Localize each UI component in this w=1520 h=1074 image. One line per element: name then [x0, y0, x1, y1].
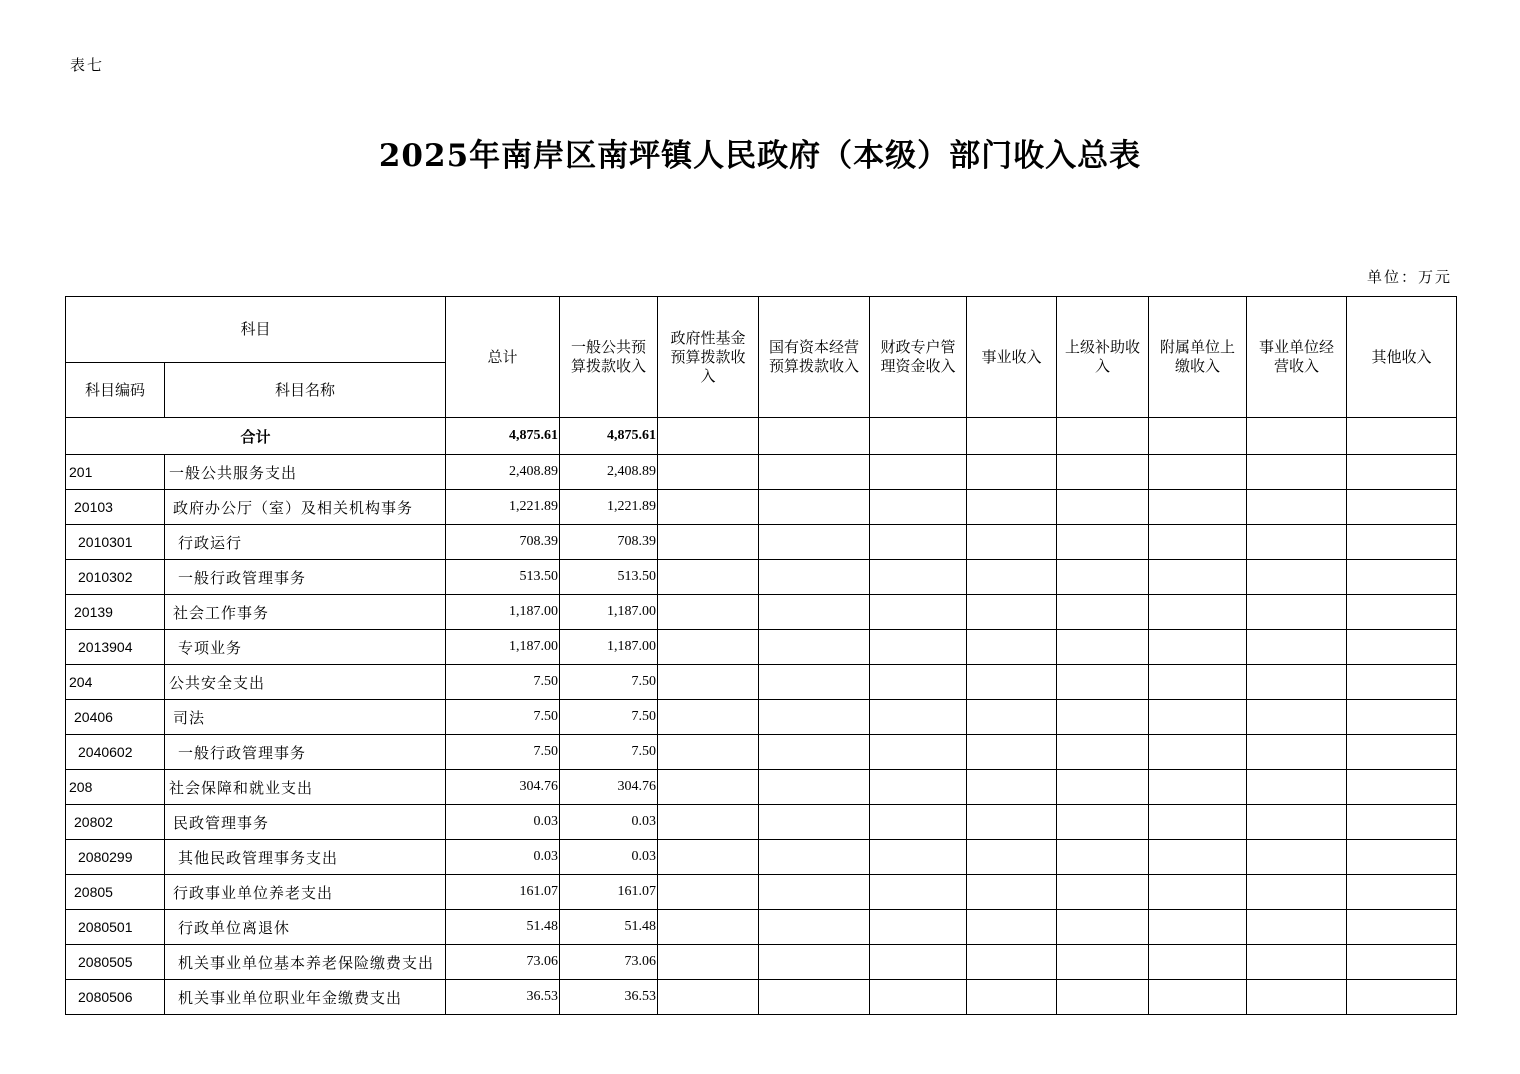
empty-cell — [759, 980, 870, 1015]
empty-cell — [1149, 980, 1247, 1015]
row-total: 2,408.89 — [446, 455, 560, 490]
empty-cell — [658, 630, 759, 665]
empty-cell — [967, 840, 1057, 875]
table-row — [66, 630, 1457, 665]
empty-cell — [870, 595, 967, 630]
empty-cell — [658, 490, 759, 525]
empty-cell — [967, 910, 1057, 945]
row-general-budget: 7.50 — [560, 665, 658, 700]
row-total: 73.06 — [446, 945, 560, 980]
empty-cell — [658, 455, 759, 490]
row-name: 行政事业单位养老支出 — [165, 875, 446, 910]
row-total: 304.76 — [446, 770, 560, 805]
empty-cell — [870, 665, 967, 700]
empty-cell — [870, 418, 967, 455]
empty-cell — [1347, 770, 1457, 805]
empty-cell — [1057, 980, 1149, 1015]
row-general-budget: 0.03 — [560, 840, 658, 875]
empty-cell — [1149, 560, 1247, 595]
empty-cell — [1057, 630, 1149, 665]
row-name: 一般公共服务支出 — [165, 455, 446, 490]
empty-cell — [1347, 665, 1457, 700]
table-row — [66, 455, 1457, 490]
empty-cell — [1247, 490, 1347, 525]
empty-cell — [759, 840, 870, 875]
empty-cell — [1149, 595, 1247, 630]
empty-cell — [759, 770, 870, 805]
empty-cell — [658, 875, 759, 910]
empty-cell — [1149, 630, 1247, 665]
row-total: 0.03 — [446, 805, 560, 840]
empty-cell — [870, 910, 967, 945]
row-total: 0.03 — [446, 840, 560, 875]
row-general-budget: 1,187.00 — [560, 630, 658, 665]
header-total: 总计 — [446, 297, 560, 418]
row-general-budget: 36.53 — [560, 980, 658, 1015]
row-code: 2013904 — [66, 630, 165, 665]
row-name: 行政运行 — [165, 525, 446, 560]
empty-cell — [870, 980, 967, 1015]
empty-cell — [1247, 805, 1347, 840]
row-total: 1,187.00 — [446, 595, 560, 630]
row-general-budget: 161.07 — [560, 875, 658, 910]
empty-cell — [658, 700, 759, 735]
empty-cell — [967, 560, 1057, 595]
table-row — [66, 910, 1457, 945]
table-row — [66, 735, 1457, 770]
table-row — [66, 490, 1457, 525]
empty-cell — [1057, 595, 1149, 630]
row-name: 机关事业单位职业年金缴费支出 — [165, 980, 446, 1015]
empty-cell — [1247, 560, 1347, 595]
row-name: 专项业务 — [165, 630, 446, 665]
table-row — [66, 805, 1457, 840]
row-code: 208 — [66, 770, 165, 805]
empty-cell — [658, 840, 759, 875]
row-name: 行政单位离退休 — [165, 910, 446, 945]
empty-cell — [870, 455, 967, 490]
empty-cell — [759, 595, 870, 630]
empty-cell — [759, 490, 870, 525]
empty-cell — [1347, 735, 1457, 770]
table-row — [66, 945, 1457, 980]
empty-cell — [1247, 840, 1347, 875]
row-name: 一般行政管理事务 — [165, 560, 446, 595]
row-name: 一般行政管理事务 — [165, 735, 446, 770]
table-body — [66, 418, 1457, 1015]
header-affiliated-payment: 附属单位上缴收入 — [1149, 297, 1247, 418]
empty-cell — [1057, 560, 1149, 595]
empty-cell — [967, 418, 1057, 455]
empty-cell — [1149, 945, 1247, 980]
total-cell-total: 4,875.61 — [446, 418, 560, 455]
empty-cell — [870, 945, 967, 980]
empty-cell — [870, 875, 967, 910]
empty-cell — [1247, 980, 1347, 1015]
empty-cell — [658, 560, 759, 595]
empty-cell — [1149, 910, 1247, 945]
empty-cell — [1149, 418, 1247, 455]
row-total: 7.50 — [446, 735, 560, 770]
empty-cell — [1347, 980, 1457, 1015]
empty-cell — [1347, 560, 1457, 595]
empty-cell — [759, 665, 870, 700]
empty-cell — [870, 700, 967, 735]
row-total: 7.50 — [446, 665, 560, 700]
empty-cell — [1247, 945, 1347, 980]
empty-cell — [967, 630, 1057, 665]
row-total: 1,187.00 — [446, 630, 560, 665]
table-row — [66, 770, 1457, 805]
empty-cell — [759, 735, 870, 770]
table-row — [66, 525, 1457, 560]
table-row — [66, 595, 1457, 630]
empty-cell — [759, 525, 870, 560]
empty-cell — [1057, 805, 1149, 840]
header-special-account: 财政专户管理资金收入 — [870, 297, 967, 418]
row-general-budget: 708.39 — [560, 525, 658, 560]
row-general-budget: 51.48 — [560, 910, 658, 945]
empty-cell — [1057, 735, 1149, 770]
empty-cell — [1149, 805, 1247, 840]
empty-cell — [658, 945, 759, 980]
empty-cell — [967, 735, 1057, 770]
row-total: 51.48 — [446, 910, 560, 945]
empty-cell — [1149, 490, 1247, 525]
table-row — [66, 665, 1457, 700]
empty-cell — [759, 910, 870, 945]
empty-cell — [967, 805, 1057, 840]
row-code: 2080506 — [66, 980, 165, 1015]
header-subject: 科目 — [66, 297, 446, 363]
empty-cell — [870, 805, 967, 840]
header-gov-fund: 政府性基金预算拨款收入 — [658, 297, 759, 418]
empty-cell — [759, 560, 870, 595]
row-code: 20805 — [66, 875, 165, 910]
empty-cell — [967, 945, 1057, 980]
row-name: 机关事业单位基本养老保险缴费支出 — [165, 945, 446, 980]
row-code: 2080505 — [66, 945, 165, 980]
table-row — [66, 700, 1457, 735]
header-superior-subsidy: 上级补助收入 — [1057, 297, 1149, 418]
empty-cell — [658, 418, 759, 455]
row-general-budget: 7.50 — [560, 735, 658, 770]
row-total: 513.50 — [446, 560, 560, 595]
income-summary-table — [65, 296, 1457, 1015]
row-total: 1,221.89 — [446, 490, 560, 525]
row-code: 20139 — [66, 595, 165, 630]
header-code: 科目编码 — [66, 363, 165, 418]
row-general-budget: 304.76 — [560, 770, 658, 805]
empty-cell — [1347, 840, 1457, 875]
total-cell-general-budget: 4,875.61 — [560, 418, 658, 455]
empty-cell — [1347, 418, 1457, 455]
empty-cell — [1247, 418, 1347, 455]
empty-cell — [870, 770, 967, 805]
row-name: 其他民政管理事务支出 — [165, 840, 446, 875]
document-title: 2025年南岸区南坪镇人民政府（本级）部门收入总表 — [378, 138, 1142, 174]
empty-cell — [658, 770, 759, 805]
empty-cell — [1057, 700, 1149, 735]
empty-cell — [658, 805, 759, 840]
empty-cell — [1247, 455, 1347, 490]
empty-cell — [1057, 910, 1149, 945]
empty-cell — [759, 630, 870, 665]
empty-cell — [1057, 945, 1149, 980]
row-general-budget: 73.06 — [560, 945, 658, 980]
empty-cell — [658, 735, 759, 770]
empty-cell — [1347, 595, 1457, 630]
empty-cell — [870, 735, 967, 770]
empty-cell — [1149, 665, 1247, 700]
empty-cell — [1347, 805, 1457, 840]
row-code: 2080299 — [66, 840, 165, 875]
row-code: 201 — [66, 455, 165, 490]
empty-cell — [1057, 525, 1149, 560]
empty-cell — [1247, 735, 1347, 770]
empty-cell — [870, 840, 967, 875]
empty-cell — [1347, 455, 1457, 490]
empty-cell — [870, 525, 967, 560]
empty-cell — [1347, 910, 1457, 945]
row-total: 161.07 — [446, 875, 560, 910]
row-name: 民政管理事务 — [165, 805, 446, 840]
row-general-budget: 513.50 — [560, 560, 658, 595]
row-code: 20103 — [66, 490, 165, 525]
row-code: 20406 — [66, 700, 165, 735]
row-total: 7.50 — [446, 700, 560, 735]
table-row — [66, 980, 1457, 1015]
row-code: 2010301 — [66, 525, 165, 560]
empty-cell — [967, 700, 1057, 735]
empty-cell — [1057, 418, 1149, 455]
empty-cell — [967, 665, 1057, 700]
empty-cell — [1247, 595, 1347, 630]
empty-cell — [1347, 490, 1457, 525]
header-state-capital: 国有资本经营预算拨款收入 — [759, 297, 870, 418]
empty-cell — [759, 700, 870, 735]
empty-cell — [1347, 700, 1457, 735]
total-label: 合计 — [66, 418, 446, 455]
header-operating-income: 事业单位经营收入 — [1247, 297, 1347, 418]
empty-cell — [1149, 840, 1247, 875]
empty-cell — [1347, 945, 1457, 980]
empty-cell — [658, 910, 759, 945]
row-code: 2080501 — [66, 910, 165, 945]
empty-cell — [967, 525, 1057, 560]
table-row — [66, 840, 1457, 875]
empty-cell — [759, 418, 870, 455]
empty-cell — [1057, 875, 1149, 910]
empty-cell — [759, 875, 870, 910]
unit-label: 单位：万元 — [1366, 268, 1452, 286]
table-row — [66, 560, 1457, 595]
empty-cell — [1247, 770, 1347, 805]
empty-cell — [870, 560, 967, 595]
row-code: 2010302 — [66, 560, 165, 595]
empty-cell — [759, 455, 870, 490]
empty-cell — [870, 630, 967, 665]
total-row — [66, 418, 1457, 455]
row-general-budget: 0.03 — [560, 805, 658, 840]
empty-cell — [1247, 525, 1347, 560]
empty-cell — [1149, 525, 1247, 560]
empty-cell — [1247, 630, 1347, 665]
empty-cell — [967, 980, 1057, 1015]
empty-cell — [759, 945, 870, 980]
empty-cell — [1057, 490, 1149, 525]
empty-cell — [967, 875, 1057, 910]
empty-cell — [967, 595, 1057, 630]
header-other-income: 其他收入 — [1347, 297, 1457, 418]
header-name: 科目名称 — [165, 363, 446, 418]
row-name: 政府办公厅（室）及相关机构事务 — [165, 490, 446, 525]
empty-cell — [967, 490, 1057, 525]
empty-cell — [1149, 455, 1247, 490]
row-general-budget: 1,221.89 — [560, 490, 658, 525]
empty-cell — [658, 595, 759, 630]
row-name: 社会保障和就业支出 — [165, 770, 446, 805]
empty-cell — [967, 770, 1057, 805]
empty-cell — [1247, 665, 1347, 700]
row-code: 20802 — [66, 805, 165, 840]
empty-cell — [1057, 455, 1149, 490]
row-total: 36.53 — [446, 980, 560, 1015]
empty-cell — [658, 980, 759, 1015]
row-name: 社会工作事务 — [165, 595, 446, 630]
row-total: 708.39 — [446, 525, 560, 560]
empty-cell — [967, 455, 1057, 490]
empty-cell — [1247, 875, 1347, 910]
empty-cell — [759, 805, 870, 840]
row-name: 司法 — [165, 700, 446, 735]
empty-cell — [1149, 735, 1247, 770]
row-general-budget: 1,187.00 — [560, 595, 658, 630]
row-general-budget: 2,408.89 — [560, 455, 658, 490]
empty-cell — [1247, 910, 1347, 945]
header-business-income: 事业收入 — [967, 297, 1057, 418]
empty-cell — [1247, 700, 1347, 735]
empty-cell — [658, 525, 759, 560]
empty-cell — [1057, 840, 1149, 875]
table-number-label: 表七 — [70, 56, 105, 74]
empty-cell — [1347, 875, 1457, 910]
empty-cell — [1347, 630, 1457, 665]
table-row — [66, 875, 1457, 910]
empty-cell — [870, 490, 967, 525]
empty-cell — [1347, 525, 1457, 560]
row-general-budget: 7.50 — [560, 700, 658, 735]
empty-cell — [1149, 770, 1247, 805]
row-name: 公共安全支出 — [165, 665, 446, 700]
empty-cell — [1149, 875, 1247, 910]
empty-cell — [1149, 700, 1247, 735]
empty-cell — [1057, 770, 1149, 805]
empty-cell — [1057, 665, 1149, 700]
row-code: 204 — [66, 665, 165, 700]
empty-cell — [658, 665, 759, 700]
row-code: 2040602 — [66, 735, 165, 770]
header-general-budget: 一般公共预算拨款收入 — [560, 297, 658, 418]
